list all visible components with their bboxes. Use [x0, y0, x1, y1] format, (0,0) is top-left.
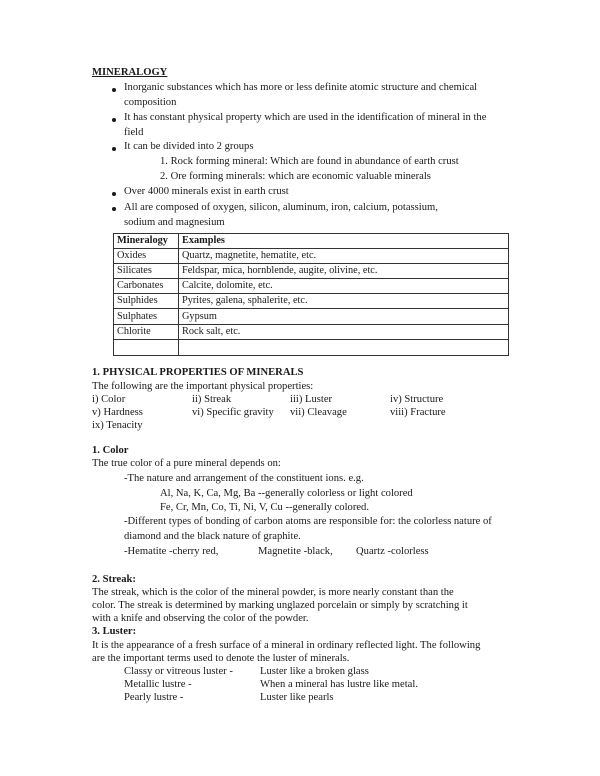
table-cell-type: Oxides: [114, 249, 179, 264]
page-title: MINERALOGY: [92, 67, 168, 78]
physical-properties-intro: The following are the important physical properties:: [92, 381, 314, 392]
streak-heading: 2. Streak:: [92, 574, 136, 585]
table-cell-type: Chlorite: [114, 324, 179, 339]
table-row: [114, 324, 509, 339]
table-cell-empty: [114, 339, 179, 355]
table-cell-examples: Feldspar, mica, hornblende, augite, olivine, etc.: [179, 264, 509, 279]
color-line-2: -The nature and arrangement of the constituent ions. e.g.: [124, 473, 364, 484]
color-line-1: The true color of a pure mineral depends on:: [92, 458, 281, 469]
luster-term-metallic: Metallic lustre -: [124, 679, 192, 690]
color-line-6: diamond and the black nature of graphite.: [124, 531, 301, 542]
color-example-quartz: Quartz -colorless: [356, 546, 429, 557]
table-header-row: [114, 234, 509, 249]
luster-term-vitreous: Classy or vitreous luster -: [124, 666, 233, 677]
property-structure: iv) Structure: [390, 394, 444, 405]
table-cell-empty: [179, 339, 509, 355]
bullet-icon: [112, 147, 116, 151]
table-cell-type: Silicates: [114, 264, 179, 279]
table-row: [114, 249, 509, 264]
luster-desc-metallic: When a mineral has lustre like metal.: [260, 679, 418, 690]
mineralogy-table: [113, 233, 509, 356]
color-line-5: -Different types of bonding of carbon atoms are responsible for: the colorless nature of: [124, 516, 492, 527]
streak-line-2: color. The streak is determined by marking unglazed porcelain or simply by scratching it: [92, 600, 468, 611]
table-cell-examples: Quartz, magnetite, hematite, etc.: [179, 249, 509, 264]
table-header-examples: Examples: [179, 234, 509, 249]
table-cell-type: Sulphates: [114, 309, 179, 324]
bullet-2-line-2: field: [124, 127, 144, 138]
bullet-icon: [112, 207, 116, 211]
property-cleavage: vii) Cleavage: [290, 407, 347, 418]
table-row: [114, 309, 509, 324]
luster-term-pearly: Pearly lustre -: [124, 692, 184, 703]
group-2: 2. Ore forming minerals: which are economic valuable minerals: [160, 171, 431, 182]
bullet-1-line-1: Inorganic substances which has more or less definite atomic structure and chemical: [124, 82, 478, 93]
bullet-icon: [112, 118, 116, 122]
luster-desc-pearly: Luster like pearls: [260, 692, 334, 703]
property-hardness: v) Hardness: [92, 407, 143, 418]
bullet-2-line-1: It has constant physical property which are used in the identification of mineral in the: [124, 112, 487, 123]
property-streak: ii) Streak: [192, 394, 232, 405]
table-row: [114, 279, 509, 294]
bullet-5-line-2: sodium and magnesium: [124, 217, 225, 228]
streak-line-3: with a knife and observing the color of the powder.: [92, 613, 309, 624]
table-row-empty: [114, 339, 509, 355]
color-heading: 1. Color: [92, 445, 129, 456]
table-cell-examples: Rock salt, etc.: [179, 324, 509, 339]
property-fracture: viii) Fracture: [390, 407, 446, 418]
color-example-hematite: -Hematite -cherry red,: [124, 546, 219, 557]
table-cell-examples: Pyrites, galena, sphalerite, etc.: [179, 294, 509, 309]
group-1: 1. Rock forming mineral: Which are found in abundance of earth crust: [160, 156, 459, 167]
luster-desc-vitreous: Luster like a broken glass: [260, 666, 369, 677]
bullet-3-line-1: It can be divided into 2 groups: [124, 141, 254, 152]
bullet-4-line-1: Over 4000 minerals exist in earth crust: [124, 186, 289, 197]
table-cell-type: Sulphides: [114, 294, 179, 309]
color-line-4: Fe, Cr, Mn, Co, Ti, Ni, V, Cu --generally colored.: [160, 502, 369, 513]
luster-heading: 3. Luster:: [92, 626, 137, 637]
color-line-3: Al, Na, K, Ca, Mg, Ba --generally colorless or light colored: [160, 488, 413, 499]
table-cell-examples: Gypsum: [179, 309, 509, 324]
table-cell-type: Carbonates: [114, 279, 179, 294]
property-tenacity: ix) Tenacity: [92, 420, 143, 431]
streak-line-1: The streak, which is the color of the mineral powder, is more nearly constant than the: [92, 587, 454, 598]
color-example-magnetite: Magnetite -black,: [258, 546, 333, 557]
table-header-mineralogy: Mineralogy: [114, 234, 179, 249]
luster-line-2: are the important terms used to denote the luster of minerals.: [92, 653, 350, 664]
property-specific-gravity: vi) Specific gravity: [192, 407, 274, 418]
bullet-icon: [112, 88, 116, 92]
bullet-icon: [112, 192, 116, 196]
property-color: i) Color: [92, 394, 126, 405]
table-row: [114, 264, 509, 279]
table-cell-examples: Calcite, dolomite, etc.: [179, 279, 509, 294]
property-luster: iii) Luster: [290, 394, 333, 405]
luster-line-1: It is the appearance of a fresh surface of a mineral in ordinary reflected light. The following: [92, 640, 481, 651]
physical-properties-heading: 1. PHYSICAL PROPERTIES OF MINERALS: [92, 367, 304, 378]
table-row: [114, 294, 509, 309]
bullet-5-line-1: All are composed of oxygen, silicon, aluminum, iron, calcium, potassium,: [124, 202, 438, 213]
bullet-1-line-2: composition: [124, 97, 177, 108]
